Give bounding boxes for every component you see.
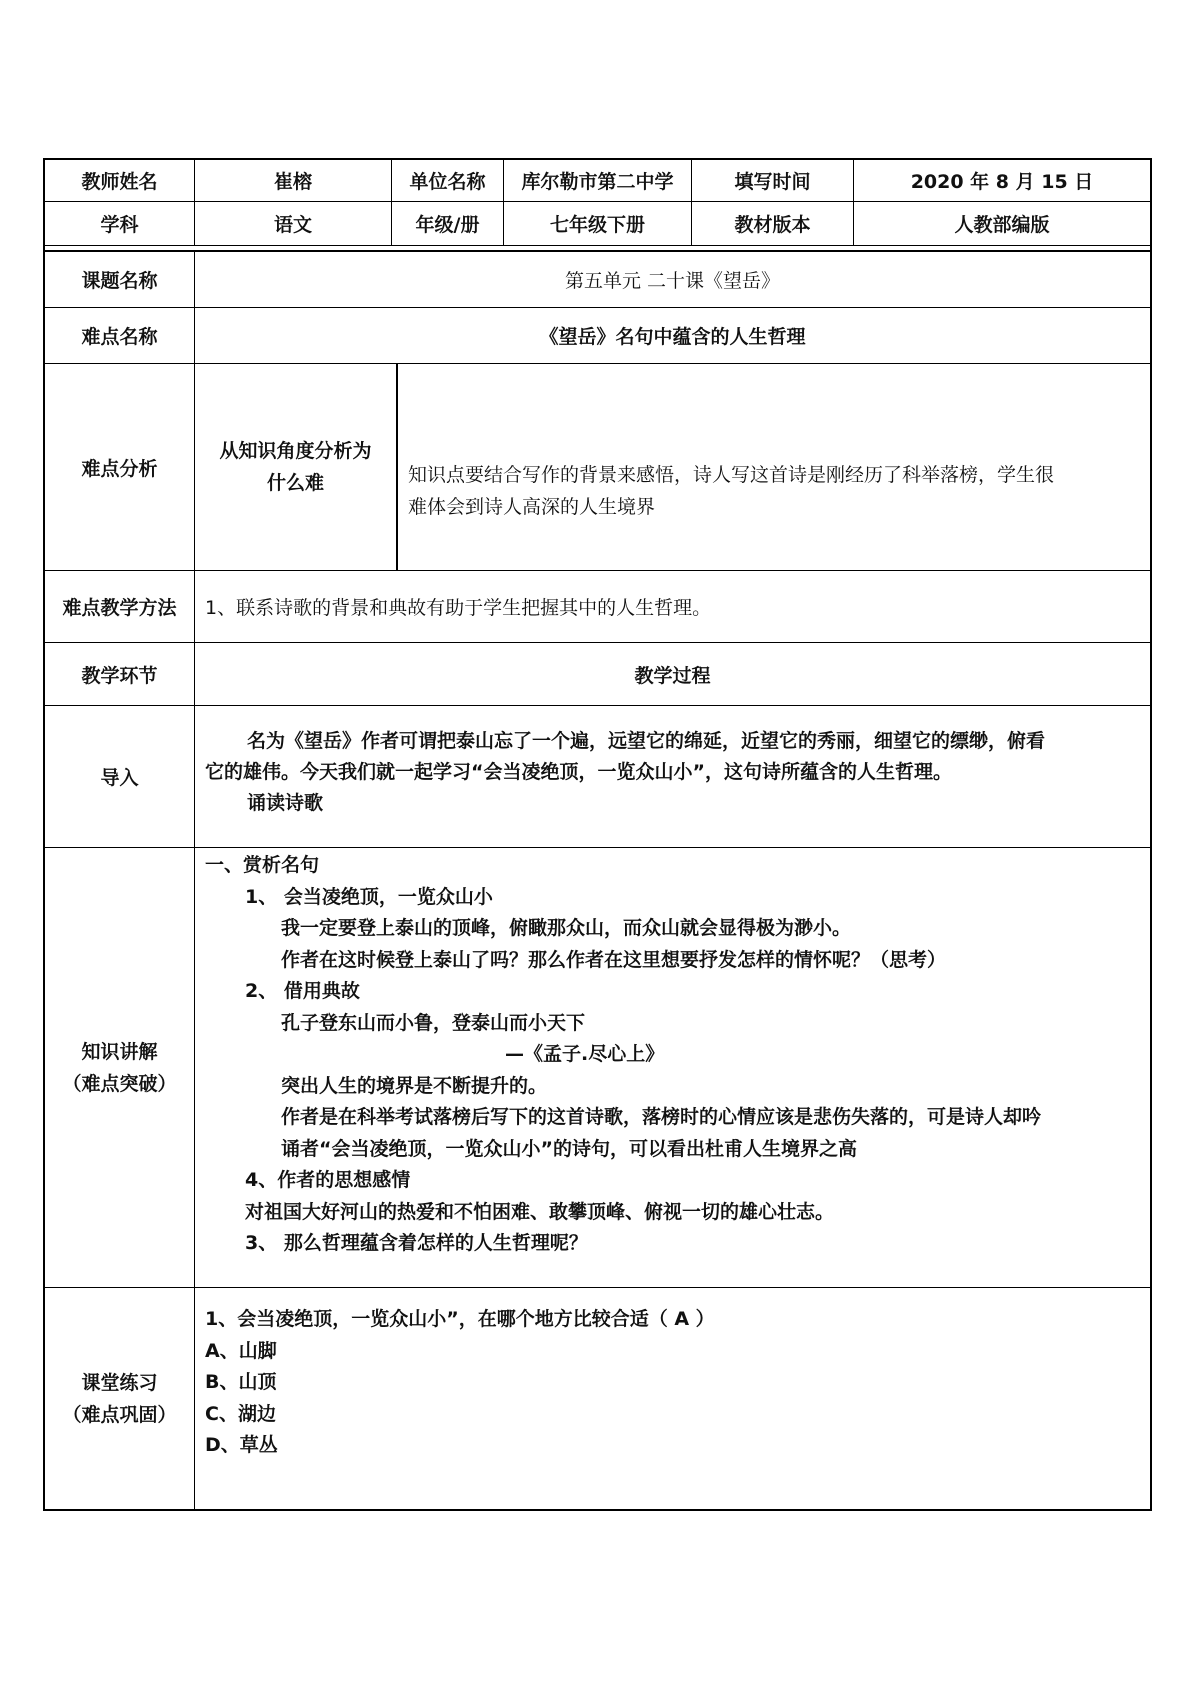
- knowledge-line: 作者在这时候登上泰山了吗？那么作者在这里想要抒发怎样的情怀呢？（思考）: [281, 948, 947, 971]
- analysis-row: [43, 364, 1152, 571]
- knowledge-content: [195, 848, 1150, 1288]
- method-label: 难点教学方法: [45, 571, 195, 643]
- practice-question: 1、会当凌绝顶，一览众山小”，在哪个地方比较合适（ A ）: [205, 1308, 715, 1330]
- teacher-value: 崔榕: [195, 160, 392, 202]
- analysis-text-line-1: 知识点要结合写作的背景来感悟，诗人写这首诗是刚经历了科举落榜，学生很: [408, 464, 1055, 486]
- analysis-sub-label-line-2: 什么难: [266, 472, 324, 494]
- topic-label: 课题名称: [45, 252, 195, 308]
- practice-option: B、山顶: [205, 1371, 277, 1393]
- process-value: 教学过程: [195, 643, 1150, 706]
- analysis-sub-label: [195, 364, 398, 571]
- process-header-row: [43, 643, 1152, 706]
- textbook-value: 人教部编版: [854, 202, 1150, 246]
- knowledge-label: [45, 848, 195, 1288]
- difficulty-value: 《望岳》名句中蕴含的人生哲理: [195, 308, 1150, 364]
- intro-line-2: 它的雄伟。今天我们就一起学习“会当凌绝顶，一览众山小”，这句诗所蕴含的人生哲理。: [205, 761, 952, 783]
- textbook-label: 教材版本: [692, 202, 854, 246]
- knowledge-line: —《孟子.尽心上》: [505, 1043, 665, 1065]
- knowledge-line: 对祖国大好河山的热爱和不怕困难、敢攀顶峰、俯视一切的雄心壮志。: [245, 1200, 835, 1223]
- method-value: 1、联系诗歌的背景和典故有助于学生把握其中的人生哲理。: [195, 571, 1150, 643]
- knowledge-line: 4、作者的思想感情: [245, 1169, 411, 1191]
- knowledge-line: 突出人生的境界是不断提升的。: [281, 1074, 548, 1097]
- analysis-sub-label-line-1: 从知识角度分析为: [219, 440, 372, 462]
- difficulty-label: 难点名称: [45, 308, 195, 364]
- practice-row: [43, 1288, 1152, 1511]
- knowledge-label-line-2: （难点突破）: [62, 1072, 177, 1095]
- knowledge-line: 1、 会当凌绝顶，一览众山小: [245, 885, 493, 908]
- practice-label-line-2: （难点巩固）: [62, 1403, 177, 1426]
- knowledge-label-line-1: 知识讲解: [81, 1040, 158, 1063]
- analysis-label: 难点分析: [45, 364, 195, 571]
- knowledge-row: [43, 848, 1152, 1288]
- practice-label-line-1: 课堂练习: [81, 1371, 158, 1394]
- intro-label: 导入: [45, 706, 195, 848]
- method-row: [43, 571, 1152, 643]
- subject-value: 语文: [195, 202, 392, 246]
- intro-line-1: 名为《望岳》作者可谓把泰山忘了一个遍，远望它的绵延，近望它的秀丽，细望它的缥缈，俯看: [247, 730, 1046, 752]
- header-row-2: [43, 202, 1152, 246]
- topic-value: 第五单元 二十课《望岳》: [195, 252, 1150, 308]
- practice-option: C、湖边: [205, 1402, 276, 1425]
- knowledge-line: 一、赏析名句: [205, 854, 320, 876]
- practice-label: [45, 1288, 195, 1510]
- practice-option: D、草丛: [205, 1434, 278, 1456]
- unit-label: 单位名称: [392, 160, 504, 202]
- knowledge-line: 诵者“会当凌绝顶，一览众山小”的诗句，可以看出杜甫人生境界之高: [281, 1137, 857, 1160]
- header-row-1: [43, 158, 1152, 202]
- practice-option: A、山脚: [205, 1339, 277, 1362]
- grade-label: 年级/册: [392, 202, 504, 246]
- knowledge-line: 2、 借用典故: [245, 980, 360, 1002]
- knowledge-line: 我一定要登上泰山的顶峰，俯瞰那众山，而众山就会显得极为渺小。: [281, 917, 852, 939]
- subject-label: 学科: [45, 202, 195, 246]
- knowledge-line: 3、 那么哲理蕴含着怎样的人生哲理呢？: [245, 1232, 588, 1254]
- topic-row: [43, 252, 1152, 308]
- analysis-text: [398, 364, 1150, 571]
- difficulty-row: [43, 308, 1152, 364]
- knowledge-line: 作者是在科举考试落榜后写下的这首诗歌，落榜时的心情应该是悲伤失落的，可是诗人却吟: [281, 1106, 1042, 1128]
- grade-value: 七年级下册: [504, 202, 692, 246]
- date-label: 填写时间: [692, 160, 854, 202]
- intro-line-3: 诵读诗歌: [247, 792, 324, 814]
- intro-content: [195, 706, 1150, 848]
- teacher-label: 教师姓名: [45, 160, 195, 202]
- practice-content: [195, 1288, 1150, 1510]
- unit-value: 库尔勒市第二中学: [504, 160, 692, 202]
- analysis-text-line-2: 难体会到诗人高深的人生境界: [408, 496, 656, 518]
- date-value: 2020 年 8 月 15 日: [854, 160, 1150, 202]
- intro-row: [43, 706, 1152, 848]
- process-label: 教学环节: [45, 643, 195, 706]
- knowledge-line: 孔子登东山而小鲁，登泰山而小天下: [281, 1011, 586, 1034]
- lesson-plan-table: [43, 158, 1152, 1511]
